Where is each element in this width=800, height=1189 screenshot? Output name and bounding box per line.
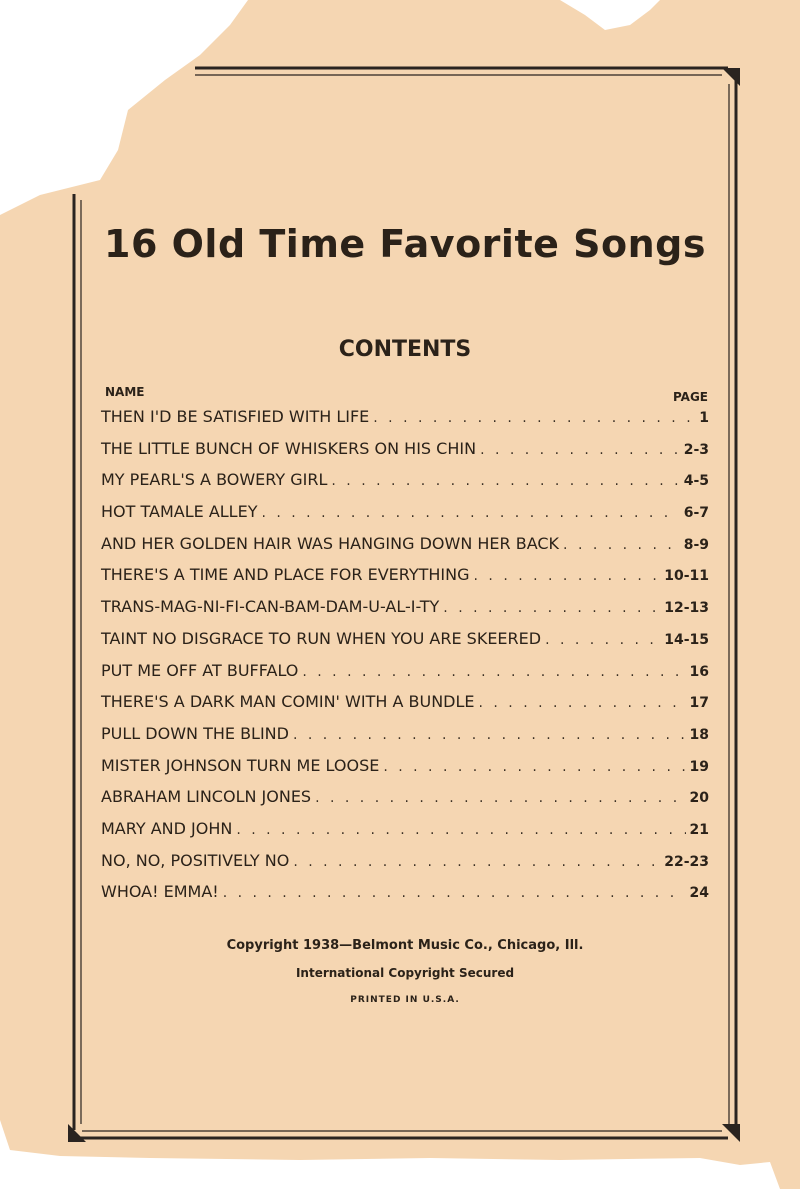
song-title: ABRAHAM LINCOLN JONES: [101, 787, 312, 807]
list-item: [101, 502, 709, 534]
dot-leader: [474, 568, 661, 584]
dot-leader: [331, 473, 679, 489]
song-page-number: 4-5: [683, 473, 709, 490]
song-title: THE LITTLE BUNCH OF WHISKERS ON HIS CHIN: [101, 438, 477, 458]
song-page-number: 18: [689, 726, 709, 743]
song-title: THERE'S A TIME AND PLACE FOR EVERYTHING: [101, 565, 470, 585]
song-page-number: 1: [699, 410, 709, 426]
table-of-contents: [101, 407, 709, 914]
song-title: PULL DOWN THE BLIND: [101, 723, 289, 743]
dot-leader: [545, 632, 660, 648]
dot-leader: [236, 822, 685, 838]
song-page-number: 24: [689, 885, 709, 902]
song-title: THERE'S A DARK MAN COMIN' WITH A BUNDLE: [101, 692, 475, 712]
contents-heading: CONTENTS: [338, 337, 472, 362]
dot-leader: [293, 854, 660, 870]
list-item: [101, 470, 709, 502]
list-item: [101, 692, 709, 724]
dot-leader: [293, 727, 686, 743]
list-item: [101, 724, 709, 756]
dot-leader: [480, 442, 680, 458]
dot-leader: [373, 410, 695, 426]
page-title: 16 Old Time Favorite Songs: [104, 222, 706, 266]
song-title: AND HER GOLDEN HAIR WAS HANGING DOWN HER BACK: [101, 533, 560, 553]
list-item: [101, 439, 709, 471]
song-title: TAINT NO DISGRACE TO RUN WHEN YOU ARE SKEERED: [101, 628, 542, 648]
list-item: [101, 597, 709, 629]
song-page-number: 17: [689, 695, 709, 712]
list-item: [101, 882, 709, 914]
song-page-number: 21: [689, 821, 709, 838]
printed-in-line: PRINTED IN U.S.A.: [350, 995, 460, 1005]
list-item: [101, 629, 709, 661]
column-header-name: NAME: [105, 385, 145, 399]
song-page-number: 16: [689, 663, 709, 680]
song-title: THEN I'D BE SATISFIED WITH LIFE: [101, 407, 370, 426]
song-page-number: 14-15: [664, 631, 709, 648]
song-title: HOT TAMALE ALLEY: [101, 502, 258, 522]
dot-leader: [479, 695, 686, 711]
dot-leader: [261, 505, 679, 521]
copyright-line: Copyright 1938—Belmont Music Co., Chicago, Ill.: [226, 938, 584, 953]
song-page-number: 6-7: [683, 505, 709, 522]
list-item: [101, 756, 709, 788]
song-page-number: 22-23: [664, 853, 709, 870]
list-item: [101, 787, 709, 819]
list-item: [101, 534, 709, 566]
dot-leader: [563, 537, 680, 553]
song-page-number: 8-9: [683, 536, 709, 553]
international-copyright-line: International Copyright Secured: [295, 966, 515, 980]
song-title: NO, NO, POSITIVELY NO: [101, 850, 290, 870]
song-page-number: 2-3: [683, 441, 709, 458]
dot-leader: [302, 664, 685, 680]
list-item: [101, 661, 709, 693]
song-title: MISTER JOHNSON TURN ME LOOSE: [101, 755, 380, 775]
dot-leader: [443, 600, 660, 616]
dot-leader: [223, 885, 686, 901]
dot-leader: [315, 790, 685, 806]
dot-leader: [383, 759, 685, 775]
song-title: MY PEARL'S A BOWERY GIRL: [101, 470, 328, 490]
list-item: [101, 565, 709, 597]
song-title: WHOA! EMMA!: [101, 882, 219, 902]
song-page-number: 10-11: [664, 568, 709, 585]
song-title: MARY AND JOHN: [101, 818, 233, 838]
list-item: [101, 819, 709, 851]
song-title: PUT ME OFF AT BUFFALO: [101, 660, 299, 680]
song-page-number: 20: [689, 790, 709, 807]
list-item: [101, 407, 709, 439]
song-page-number: 12-13: [664, 600, 709, 617]
song-title: TRANS-MAG-NI-FI-CAN-BAM-DAM-U-AL-I-TY: [101, 597, 440, 617]
column-header-page: PAGE: [672, 390, 708, 404]
list-item: [101, 851, 709, 883]
song-page-number: 19: [689, 758, 709, 775]
